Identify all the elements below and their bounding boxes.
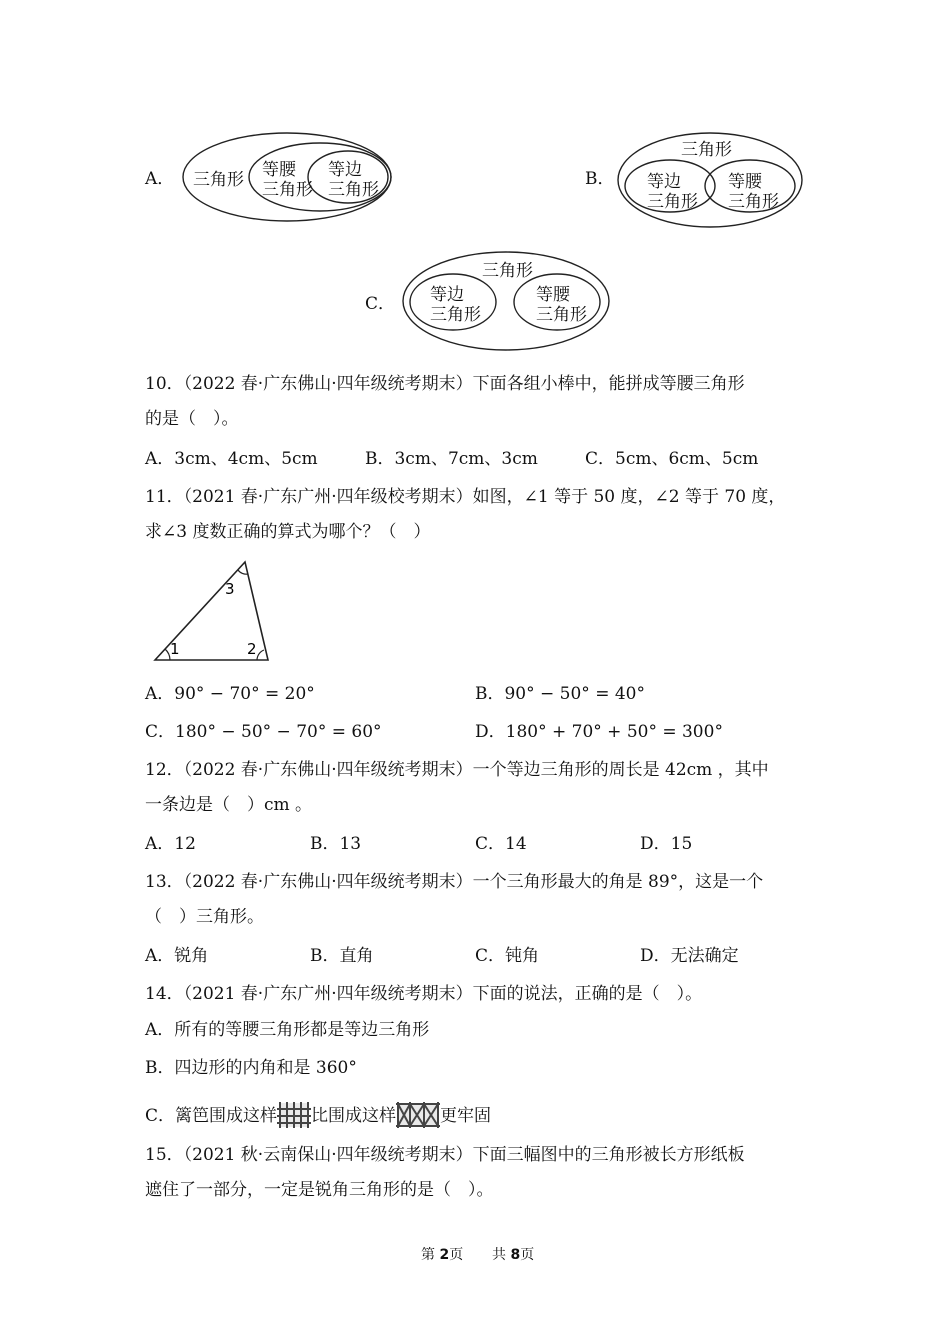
venn-a-inner-label-1: 等边 [328,160,362,180]
angle-2-arc [257,650,264,660]
q10-option-c: C．5cm、6cm、5cm [585,449,759,469]
venn-b-left-label-1: 等边 [647,172,681,192]
q14-stem: 14．（2021 春·广东广州·四年级统考期末）下面的说法，正确的是（ ）。 [145,984,703,1004]
q15-stem-line2: 遮住了一部分，一定是锐角三角形的是（ ）。 [145,1180,494,1200]
q13-option-b: B．直角 [310,946,374,966]
option-a-letter: A． [145,169,175,189]
page-number [421,1244,463,1264]
q13-stem-line1: 13．（2022 春·广东佛山·四年级统考期末）一个三角形最大的角是 89°，这是一个 [145,872,764,892]
venn-b-outer-label: 三角形 [681,140,732,160]
venn-a-middle-label-2: 三角形 [262,180,313,200]
q10-option-b: B．3cm、7cm、3cm [365,449,538,469]
venn-b-left-label-2: 三角形 [647,192,698,212]
q12-stem-line1: 12．（2022 春·广东佛山·四年级统考期末）一个等边三角形的周长是 42cm ，其中 [145,760,769,780]
q11-stem-line1: 11．（2021 春·广东广州·四年级校考期末）如图，∠1 等于 50 度，∠2 等于 70 度， [145,487,786,507]
q12-stem-line2: 一条边是（ ）cm 。 [145,795,313,815]
q10-option-a: A．3cm、4cm、5cm [145,449,318,469]
total-num: 8 [510,1247,521,1263]
q13-stem-line2: （ ）三角形。 [145,907,264,927]
q12-option-c: C．14 [475,834,527,854]
triangle-fence-icon [396,1099,440,1129]
total-prefix: 共 [492,1247,511,1263]
q15-stem-line1: 15．（2021 秋·云南保山·四年级统考期末）下面三幅图中的三角形被长方形纸板 [145,1145,745,1165]
q14-option-c-part2: 比围成这样 [311,1106,397,1126]
venn-c-outer-label: 三角形 [482,261,533,281]
q13-option-a: A．锐角 [145,946,209,966]
q10-stem-line1: 10．（2022 春·广东佛山·四年级统考期末）下面各组小棒中，能拼成等腰三角形 [145,374,745,394]
q14-option-a: A．所有的等腰三角形都是等边三角形 [145,1020,430,1040]
venn-a-inner-label-2: 三角形 [328,180,379,200]
triangle-figure [150,558,275,664]
venn-c-right-label-2: 三角形 [536,305,587,325]
q14-option-b: B．四边形的内角和是 360° [145,1058,357,1078]
angle-1-label: 1 [170,640,180,658]
q11-option-d: D．180° + 70° + 50° = 300° [475,722,723,742]
square-fence-icon [277,1101,311,1129]
q11-stem-line2: 求∠3 度数正确的算式为哪个？（ ） [145,522,431,542]
q11-option-a: A．90° − 70° = 20° [145,684,315,704]
page-suffix: 页 [449,1247,464,1263]
page-num: 2 [439,1247,450,1263]
venn-c-left-label-2: 三角形 [430,305,481,325]
q10-stem-line2: 的是（ ）。 [145,409,239,429]
q12-option-d: D．15 [640,834,693,854]
q13-option-c: C．钝角 [475,946,540,966]
q13-option-d: D．无法确定 [640,946,739,966]
q14-option-c-part3: 更牢固 [440,1106,492,1126]
option-c-letter: C． [365,294,396,314]
venn-c-right-label-1: 等腰 [536,285,570,305]
q14-option-c-part1: C．篱笆围成这样 [145,1106,278,1126]
venn-b-right-label-2: 三角形 [728,192,779,212]
page-total [492,1244,534,1264]
q12-option-a: A．12 [145,834,196,854]
angle-3-label: 3 [225,580,235,598]
total-suffix: 页 [520,1247,535,1263]
venn-a-outer-label: 三角形 [193,170,244,190]
venn-a-middle-label-1: 等腰 [262,160,296,180]
page-prefix: 第 [421,1247,440,1263]
venn-b-right-label-1: 等腰 [728,172,762,192]
q14-option-c [145,1099,491,1129]
option-b-letter: B． [585,169,615,189]
q11-option-c: C．180° − 50° − 70° = 60° [145,722,382,742]
q12-option-b: B．13 [310,834,362,854]
q11-option-b: B．90° − 50° = 40° [475,684,645,704]
venn-c-left-label-1: 等边 [430,285,464,305]
angle-2-label: 2 [247,640,257,658]
